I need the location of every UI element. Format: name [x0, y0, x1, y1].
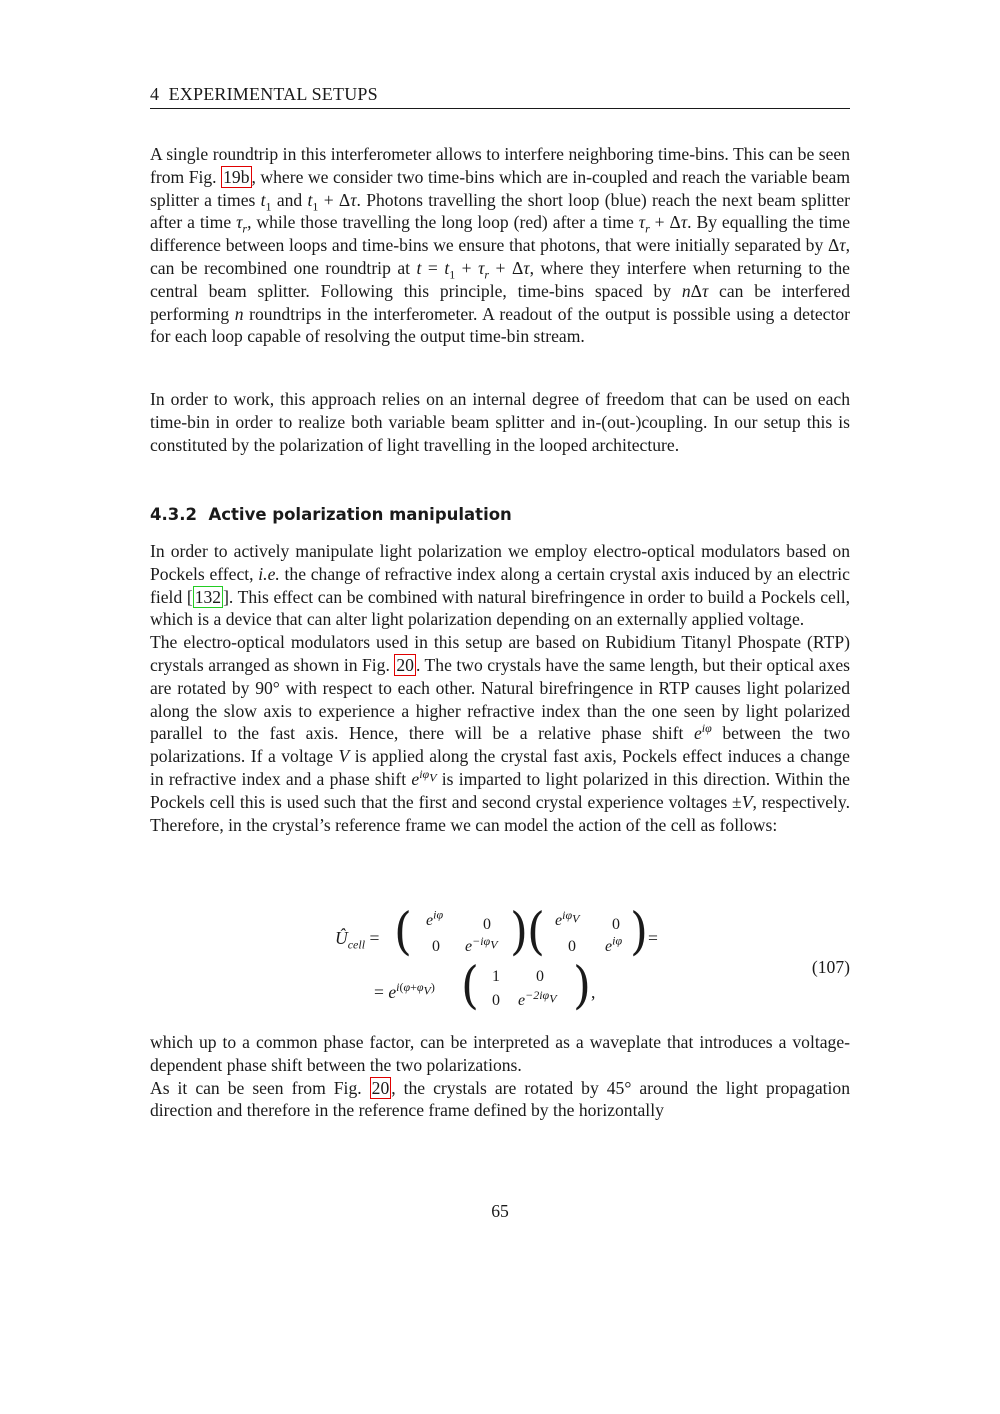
eq-cell: $e^{i\varphi_V}$ [555, 907, 580, 929]
paragraph-waveplate: which up to a common phase factor, can be interpreted as a waveplate that introduces a voltage-dependent phase shift between the two polarizations. As it can be seen from Fig. 20 , the crystals are rotated by 45° around the light propagation direction and therefore in the reference frame defined by the horizontally [150, 1032, 850, 1121]
eq-paren: ) [630, 901, 648, 961]
eq-equals: = [648, 928, 658, 948]
eq-comma: , [591, 982, 596, 1002]
paragraph-pockels: In order to actively manipulate light polarization we employ electro-optical modulators based on Pockels effect, i.e. the change of refractive index along a certain crystal axis induced by an electric field [ 132 ]. This effect can be combined with natural birefringence in order to build a Pockels cell, which is a device that can alter light polarization depending on an externally applied voltage. The electro-optical modulators used in this setup are based on Rubidium Titanyl Phospate (RTP) crystals arranged as shown in Fig. 20 . The two crystals have the same length, but their optical axes are rotated by 90° with respect to each other. Natural birefringence in RTP causes light polarized along the slow axis to experience a higher refractive index than the one seen by light polarized parallel to the fast axis. Hence, there will be a relative phase shift $e^{i\varphi}$ between the two polarizations. If a voltage V is applied along the crystal fast axis, Pockels effect induces a change in refractive index and a phase shift $e^{i\varphi_V}$ is imparted to light polarized in this direction. Within the Pockels cell this is used such that the first and second crystal experience voltages ±V, respectively. Therefore, in the crystal’s reference frame we can model the action of the cell as follows: [150, 541, 851, 835]
header-section-title: EXPERIMENTAL SETUPS [168, 84, 378, 104]
header-section-number: 4 [150, 84, 160, 104]
figure-ref-20-b[interactable]: 20 [371, 1077, 390, 1098]
equation-number: (107) [811, 957, 850, 977]
eq-cell: 0 [432, 938, 440, 955]
eq-cell: 1 [492, 968, 500, 985]
eq-cell: $e^{i\varphi}$ [605, 933, 623, 955]
eq-rhs-prefix: = $e^{i(\varphi+\varphi_V)}$ [374, 980, 435, 1002]
eq-paren: ( [461, 955, 479, 1015]
eq-cell: $e^{i\varphi}$ [426, 907, 444, 929]
section-heading [150, 505, 512, 524]
section-number: 4.3.2 [150, 505, 197, 524]
eq-cell: $e^{-2i\varphi_V}$ [518, 987, 557, 1009]
eq-paren: ) [573, 955, 591, 1015]
eq-paren: ( [527, 901, 545, 961]
eq-lhs: $Û_{cell}$ = [335, 928, 380, 952]
paragraph-roundtrip: A single roundtrip in this interferometer allows to interfere neighboring time-bins. This can be seen from Fig. 19b , where we consider two time-bins which are in-coupled and reach the variable beam splitter a times $t_1$ and $t_1 + \Delta\tau$. Photons travelling the short loop (blue) reach the next beam splitter after a time $\tau_r$, while those travelling the long loop (red) after a time $\tau_r + \Delta\tau$. By equalling the time difference between loops and time-bins we ensure that photons, that were initially separated by Δτ, can be recombined one roundtrip at $t = t_1 + \tau_r + \Delta\tau$, where they interfere when returning to the central beam splitter. Following this principle, time-bins spaced by nΔτ can be interfered performing n roundtrips in the interferometer. A readout of the output is possible using a detector for each loop capable of resolving the output time-bin stream. [150, 144, 851, 347]
paragraph-internal-dof: In order to work, this approach relies on an internal degree of freedom that can be used on each time-bin in order to realize both variable beam splitter and in-(out-)coupling. In our setup this is constituted by the polarization of light travelling in the looped architecture. [150, 389, 850, 455]
eq-paren: ( [394, 901, 412, 961]
citation-132[interactable]: 132 [194, 586, 222, 607]
page-number: 65 [491, 1201, 509, 1221]
equation-107 [150, 901, 850, 1015]
figure-ref-20[interactable]: 20 [396, 654, 414, 675]
figure-ref-19b[interactable]: 19b [223, 166, 250, 187]
eq-paren: ) [510, 901, 528, 961]
running-head [150, 84, 850, 109]
eq-cell: 0 [483, 916, 491, 933]
eq-cell: 0 [568, 938, 576, 955]
eq-cell: 0 [536, 968, 544, 985]
eq-cell: 0 [492, 992, 500, 1009]
eq-cell: $e^{-i\varphi_V}$ [465, 933, 498, 955]
eq-cell: 0 [612, 916, 620, 933]
section-title: Active polarization manipulation [208, 505, 512, 524]
